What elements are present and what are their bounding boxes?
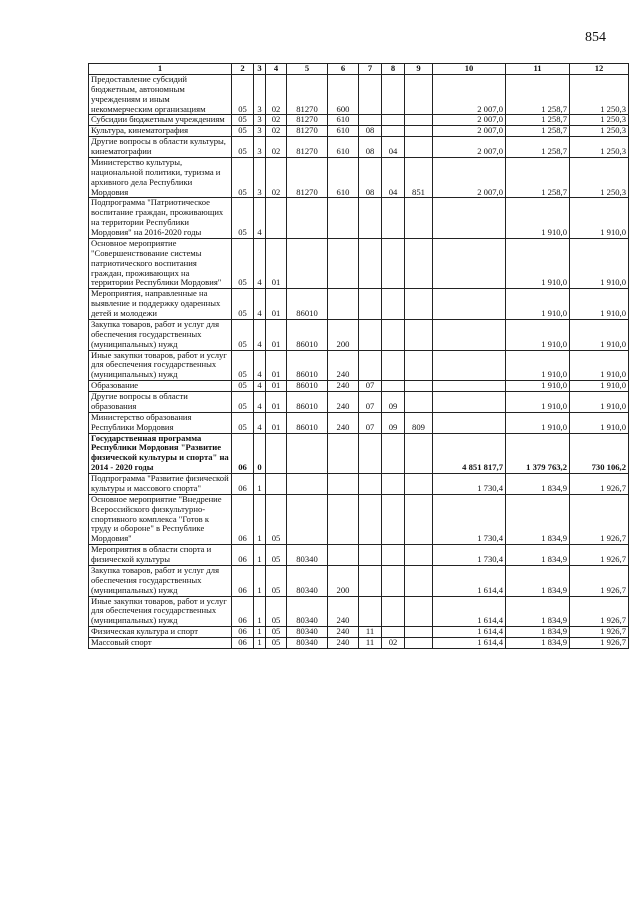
razdel-cell: 11 (359, 638, 382, 649)
budget-table (88, 63, 629, 649)
podrazdel-cell (382, 627, 405, 638)
amount-year3-cell: 1 910,0 (570, 381, 629, 392)
amount-year2-cell: 1 834,9 (506, 565, 570, 596)
column-header: 11 (506, 64, 570, 75)
table-body (89, 74, 629, 648)
row-name-cell: Другие вопросы в области культуры, кинематографии (89, 137, 232, 158)
table-row (89, 494, 629, 544)
row-name-cell: Физическая культура и спорт (89, 627, 232, 638)
program-cell: 02 (266, 137, 287, 158)
amount-year3-cell: 1 910,0 (570, 350, 629, 381)
subsection-cell: 4 (254, 198, 266, 239)
ministry-cell (405, 433, 433, 474)
podrazdel-cell (382, 381, 405, 392)
column-header: 6 (328, 64, 359, 75)
amount-year1-cell: 1 614,4 (433, 565, 506, 596)
table-row (89, 319, 629, 350)
amount-year1-cell: 2 007,0 (433, 126, 506, 137)
razdel-cell (359, 198, 382, 239)
expense-type-cell: 200 (328, 565, 359, 596)
program-cell: 02 (266, 157, 287, 198)
expense-type-cell: 240 (328, 392, 359, 413)
amount-year3-cell: 730 106,2 (570, 433, 629, 474)
subsection-cell: 4 (254, 381, 266, 392)
amount-year2-cell: 1 258,7 (506, 126, 570, 137)
section-cell: 05 (232, 289, 254, 320)
column-header: 7 (359, 64, 382, 75)
section-cell: 05 (232, 115, 254, 126)
amount-year1-cell: 2 007,0 (433, 137, 506, 158)
table-row (89, 381, 629, 392)
program-cell: 05 (266, 494, 287, 544)
amount-year3-cell: 1 910,0 (570, 412, 629, 433)
amount-year1-cell (433, 238, 506, 288)
amount-year3-cell: 1 926,7 (570, 638, 629, 649)
table-row (89, 137, 629, 158)
program-cell: 05 (266, 638, 287, 649)
header-row (89, 64, 629, 75)
subsection-cell: 1 (254, 494, 266, 544)
section-cell: 06 (232, 494, 254, 544)
table-row (89, 198, 629, 239)
amount-year1-cell (433, 319, 506, 350)
amount-year3-cell: 1 910,0 (570, 392, 629, 413)
amount-year3-cell: 1 910,0 (570, 289, 629, 320)
table-row (89, 115, 629, 126)
subsection-cell: 1 (254, 627, 266, 638)
expense-type-cell: 240 (328, 350, 359, 381)
program-cell: 02 (266, 74, 287, 115)
row-name-cell: Массовый спорт (89, 638, 232, 649)
table-row (89, 392, 629, 413)
table-row (89, 638, 629, 649)
podrazdel-cell (382, 238, 405, 288)
column-header: 8 (382, 64, 405, 75)
target-article-cell: 86010 (287, 412, 328, 433)
expense-type-cell (328, 545, 359, 566)
razdel-cell: 07 (359, 412, 382, 433)
amount-year3-cell: 1 250,3 (570, 74, 629, 115)
razdel-cell (359, 596, 382, 627)
target-article-cell: 81270 (287, 137, 328, 158)
ministry-cell (405, 596, 433, 627)
amount-year3-cell: 1 910,0 (570, 238, 629, 288)
table-row (89, 126, 629, 137)
target-article-cell (287, 474, 328, 495)
ministry-cell (405, 474, 433, 495)
ministry-cell (405, 350, 433, 381)
amount-year3-cell: 1 250,3 (570, 137, 629, 158)
expense-type-cell (328, 238, 359, 288)
subsection-cell: 3 (254, 137, 266, 158)
row-name-cell: Иные закупки товаров, работ и услуг для обеспечения государственных (муниципальных) нужд (89, 596, 232, 627)
ministry-cell (405, 565, 433, 596)
amount-year1-cell: 1 614,4 (433, 596, 506, 627)
column-header: 2 (232, 64, 254, 75)
razdel-cell (359, 238, 382, 288)
amount-year1-cell (433, 350, 506, 381)
podrazdel-cell: 09 (382, 412, 405, 433)
ministry-cell: 851 (405, 157, 433, 198)
amount-year1-cell: 1 730,4 (433, 474, 506, 495)
subsection-cell: 3 (254, 74, 266, 115)
column-header: 3 (254, 64, 266, 75)
subsection-cell: 3 (254, 157, 266, 198)
amount-year1-cell: 2 007,0 (433, 115, 506, 126)
ministry-cell (405, 238, 433, 288)
razdel-cell (359, 350, 382, 381)
row-name-cell: Мероприятия, направленные на выявление и поддержку одаренных детей и молодежи (89, 289, 232, 320)
target-article-cell (287, 198, 328, 239)
razdel-cell (359, 494, 382, 544)
target-article-cell: 80340 (287, 627, 328, 638)
amount-year3-cell: 1 250,3 (570, 126, 629, 137)
amount-year3-cell: 1 926,7 (570, 596, 629, 627)
row-name-cell: Подпрограмма "Патриотическое воспитание граждан, проживающих на территории Республики Мордовия" на 2016-2020 годы (89, 198, 232, 239)
ministry-cell: 809 (405, 412, 433, 433)
amount-year2-cell: 1 258,7 (506, 157, 570, 198)
amount-year1-cell: 4 851 817,7 (433, 433, 506, 474)
ministry-cell (405, 545, 433, 566)
expense-type-cell: 610 (328, 115, 359, 126)
amount-year2-cell: 1 910,0 (506, 381, 570, 392)
expense-type-cell (328, 433, 359, 474)
podrazdel-cell: 02 (382, 638, 405, 649)
amount-year3-cell: 1 926,7 (570, 474, 629, 495)
expense-type-cell: 240 (328, 596, 359, 627)
target-article-cell: 81270 (287, 126, 328, 137)
ministry-cell (405, 381, 433, 392)
razdel-cell (359, 115, 382, 126)
podrazdel-cell (382, 289, 405, 320)
amount-year3-cell: 1 926,7 (570, 494, 629, 544)
razdel-cell (359, 289, 382, 320)
section-cell: 06 (232, 627, 254, 638)
row-name-cell: Культура, кинематография (89, 126, 232, 137)
program-cell: 05 (266, 545, 287, 566)
section-cell: 05 (232, 238, 254, 288)
amount-year1-cell: 2 007,0 (433, 74, 506, 115)
podrazdel-cell (382, 433, 405, 474)
row-name-cell: Мероприятия в области спорта и физической культуры (89, 545, 232, 566)
ministry-cell (405, 137, 433, 158)
razdel-cell (359, 474, 382, 495)
section-cell: 05 (232, 381, 254, 392)
podrazdel-cell (382, 115, 405, 126)
target-article-cell: 81270 (287, 74, 328, 115)
razdel-cell (359, 74, 382, 115)
razdel-cell (359, 433, 382, 474)
expense-type-cell: 240 (328, 381, 359, 392)
row-name-cell: Министерство образования Республики Мордовия (89, 412, 232, 433)
amount-year2-cell: 1 834,9 (506, 494, 570, 544)
podrazdel-cell: 04 (382, 137, 405, 158)
program-cell: 05 (266, 565, 287, 596)
podrazdel-cell (382, 319, 405, 350)
amount-year2-cell: 1 910,0 (506, 198, 570, 239)
section-cell: 06 (232, 474, 254, 495)
program-cell: 01 (266, 350, 287, 381)
table-row (89, 74, 629, 115)
amount-year2-cell: 1 910,0 (506, 350, 570, 381)
subsection-cell: 1 (254, 565, 266, 596)
expense-type-cell: 200 (328, 319, 359, 350)
table-row (89, 350, 629, 381)
program-cell: 01 (266, 289, 287, 320)
target-article-cell: 81270 (287, 157, 328, 198)
target-article-cell: 80340 (287, 545, 328, 566)
table-row (89, 289, 629, 320)
amount-year3-cell: 1 926,7 (570, 565, 629, 596)
amount-year3-cell: 1 250,3 (570, 115, 629, 126)
row-name-cell: Образование (89, 381, 232, 392)
ministry-cell (405, 319, 433, 350)
ministry-cell (405, 289, 433, 320)
podrazdel-cell (382, 198, 405, 239)
expense-type-cell (328, 494, 359, 544)
section-cell: 05 (232, 157, 254, 198)
amount-year1-cell (433, 381, 506, 392)
subsection-cell: 4 (254, 392, 266, 413)
ministry-cell (405, 115, 433, 126)
program-cell: 02 (266, 115, 287, 126)
program-cell (266, 198, 287, 239)
razdel-cell (359, 565, 382, 596)
column-header: 10 (433, 64, 506, 75)
podrazdel-cell (382, 545, 405, 566)
amount-year1-cell (433, 392, 506, 413)
table-row (89, 545, 629, 566)
subsection-cell: 3 (254, 126, 266, 137)
column-header: 12 (570, 64, 629, 75)
target-article-cell: 80340 (287, 565, 328, 596)
amount-year2-cell: 1 834,9 (506, 638, 570, 649)
target-article-cell: 86010 (287, 350, 328, 381)
row-name-cell: Предоставление субсидий бюджетным, автономным учреждениям и иным некоммерческим организациям (89, 74, 232, 115)
podrazdel-cell (382, 126, 405, 137)
section-cell: 06 (232, 638, 254, 649)
program-cell (266, 433, 287, 474)
subsection-cell: 1 (254, 474, 266, 495)
amount-year3-cell: 1 926,7 (570, 545, 629, 566)
amount-year1-cell (433, 412, 506, 433)
amount-year2-cell: 1 258,7 (506, 115, 570, 126)
razdel-cell (359, 545, 382, 566)
amount-year1-cell (433, 198, 506, 239)
program-cell: 01 (266, 238, 287, 288)
amount-year2-cell: 1 910,0 (506, 392, 570, 413)
target-article-cell: 80340 (287, 596, 328, 627)
amount-year2-cell: 1 834,9 (506, 627, 570, 638)
razdel-cell: 07 (359, 381, 382, 392)
row-name-cell: Государственная программа Республики Мордовия "Развитие физической культуры и спорта" на 2014 - 2020 годы (89, 433, 232, 474)
podrazdel-cell (382, 74, 405, 115)
section-cell: 06 (232, 596, 254, 627)
row-name-cell: Другие вопросы в области образования (89, 392, 232, 413)
program-cell: 01 (266, 381, 287, 392)
razdel-cell: 07 (359, 392, 382, 413)
row-name-cell: Основное мероприятие "Внедрение Всероссийского физкультурно-спортивного комплекса "Готов к труду и обороне" в Республике Мордовия" (89, 494, 232, 544)
amount-year1-cell (433, 289, 506, 320)
subsection-cell: 1 (254, 638, 266, 649)
podrazdel-cell: 04 (382, 157, 405, 198)
expense-type-cell: 610 (328, 157, 359, 198)
amount-year2-cell: 1 834,9 (506, 545, 570, 566)
row-name-cell: Субсидии бюджетным учреждениям (89, 115, 232, 126)
razdel-cell: 08 (359, 157, 382, 198)
target-article-cell: 81270 (287, 115, 328, 126)
podrazdel-cell (382, 494, 405, 544)
subsection-cell: 4 (254, 412, 266, 433)
subsection-cell: 4 (254, 289, 266, 320)
expense-type-cell: 240 (328, 627, 359, 638)
amount-year1-cell: 1 614,4 (433, 638, 506, 649)
table-row (89, 474, 629, 495)
section-cell: 05 (232, 412, 254, 433)
program-cell (266, 474, 287, 495)
razdel-cell (359, 319, 382, 350)
amount-year2-cell: 1 910,0 (506, 289, 570, 320)
expense-type-cell (328, 198, 359, 239)
row-name-cell: Иные закупки товаров, работ и услуг для обеспечения государственных (муниципальных) нужд (89, 350, 232, 381)
subsection-cell: 1 (254, 596, 266, 627)
amount-year3-cell: 1 926,7 (570, 627, 629, 638)
section-cell: 05 (232, 137, 254, 158)
target-article-cell (287, 433, 328, 474)
expense-type-cell (328, 474, 359, 495)
section-cell: 05 (232, 126, 254, 137)
table-row (89, 596, 629, 627)
program-cell: 02 (266, 126, 287, 137)
subsection-cell: 0 (254, 433, 266, 474)
razdel-cell: 11 (359, 627, 382, 638)
subsection-cell: 4 (254, 350, 266, 381)
table-row (89, 238, 629, 288)
program-cell: 01 (266, 392, 287, 413)
target-article-cell: 86010 (287, 319, 328, 350)
expense-type-cell: 610 (328, 137, 359, 158)
podrazdel-cell (382, 596, 405, 627)
podrazdel-cell: 09 (382, 392, 405, 413)
program-cell: 05 (266, 627, 287, 638)
expense-type-cell: 600 (328, 74, 359, 115)
razdel-cell: 08 (359, 126, 382, 137)
table-row (89, 412, 629, 433)
amount-year1-cell: 2 007,0 (433, 157, 506, 198)
podrazdel-cell (382, 565, 405, 596)
subsection-cell: 4 (254, 238, 266, 288)
target-article-cell (287, 238, 328, 288)
ministry-cell (405, 198, 433, 239)
expense-type-cell (328, 289, 359, 320)
ministry-cell (405, 126, 433, 137)
column-header: 5 (287, 64, 328, 75)
amount-year2-cell: 1 379 763,2 (506, 433, 570, 474)
row-name-cell: Основное мероприятие "Совершенствование системы патриотического воспитания граждан, проживающих на территории Республики Мордовия" (89, 238, 232, 288)
section-cell: 06 (232, 433, 254, 474)
section-cell: 05 (232, 198, 254, 239)
subsection-cell: 1 (254, 545, 266, 566)
ministry-cell (405, 638, 433, 649)
amount-year2-cell: 1 910,0 (506, 319, 570, 350)
row-name-cell: Министерство культуры, национальной политики, туризма и архивного дела Республики Мордовия (89, 157, 232, 198)
amount-year3-cell: 1 250,3 (570, 157, 629, 198)
subsection-cell: 4 (254, 319, 266, 350)
section-cell: 06 (232, 545, 254, 566)
expense-type-cell: 240 (328, 412, 359, 433)
row-name-cell: Закупка товаров, работ и услуг для обеспечения государственных (муниципальных) нужд (89, 319, 232, 350)
ministry-cell (405, 392, 433, 413)
amount-year1-cell: 1 614,4 (433, 627, 506, 638)
amount-year2-cell: 1 258,7 (506, 74, 570, 115)
expense-type-cell: 240 (328, 638, 359, 649)
column-header: 9 (405, 64, 433, 75)
expense-type-cell: 610 (328, 126, 359, 137)
amount-year1-cell: 1 730,4 (433, 545, 506, 566)
table-row (89, 433, 629, 474)
row-name-cell: Подпрограмма "Развитие физической культуры и массового спорта" (89, 474, 232, 495)
section-cell: 05 (232, 319, 254, 350)
target-article-cell: 86010 (287, 289, 328, 320)
amount-year1-cell: 1 730,4 (433, 494, 506, 544)
program-cell: 01 (266, 319, 287, 350)
table-row (89, 627, 629, 638)
row-name-cell: Закупка товаров, работ и услуг для обеспечения государственных (муниципальных) нужд (89, 565, 232, 596)
target-article-cell: 86010 (287, 381, 328, 392)
ministry-cell (405, 74, 433, 115)
subsection-cell: 3 (254, 115, 266, 126)
amount-year2-cell: 1 910,0 (506, 412, 570, 433)
amount-year2-cell: 1 834,9 (506, 474, 570, 495)
program-cell: 05 (266, 596, 287, 627)
amount-year3-cell: 1 910,0 (570, 198, 629, 239)
page-number: 854 (585, 30, 606, 45)
amount-year2-cell: 1 258,7 (506, 137, 570, 158)
amount-year2-cell: 1 910,0 (506, 238, 570, 288)
target-article-cell: 80340 (287, 638, 328, 649)
table-row (89, 157, 629, 198)
column-header: 1 (89, 64, 232, 75)
section-cell: 05 (232, 392, 254, 413)
podrazdel-cell (382, 474, 405, 495)
podrazdel-cell (382, 350, 405, 381)
ministry-cell (405, 494, 433, 544)
target-article-cell: 86010 (287, 392, 328, 413)
program-cell: 01 (266, 412, 287, 433)
amount-year3-cell: 1 910,0 (570, 319, 629, 350)
section-cell: 05 (232, 74, 254, 115)
section-cell: 05 (232, 350, 254, 381)
razdel-cell: 08 (359, 137, 382, 158)
ministry-cell (405, 627, 433, 638)
target-article-cell (287, 494, 328, 544)
amount-year2-cell: 1 834,9 (506, 596, 570, 627)
section-cell: 06 (232, 565, 254, 596)
column-header: 4 (266, 64, 287, 75)
table-row (89, 565, 629, 596)
